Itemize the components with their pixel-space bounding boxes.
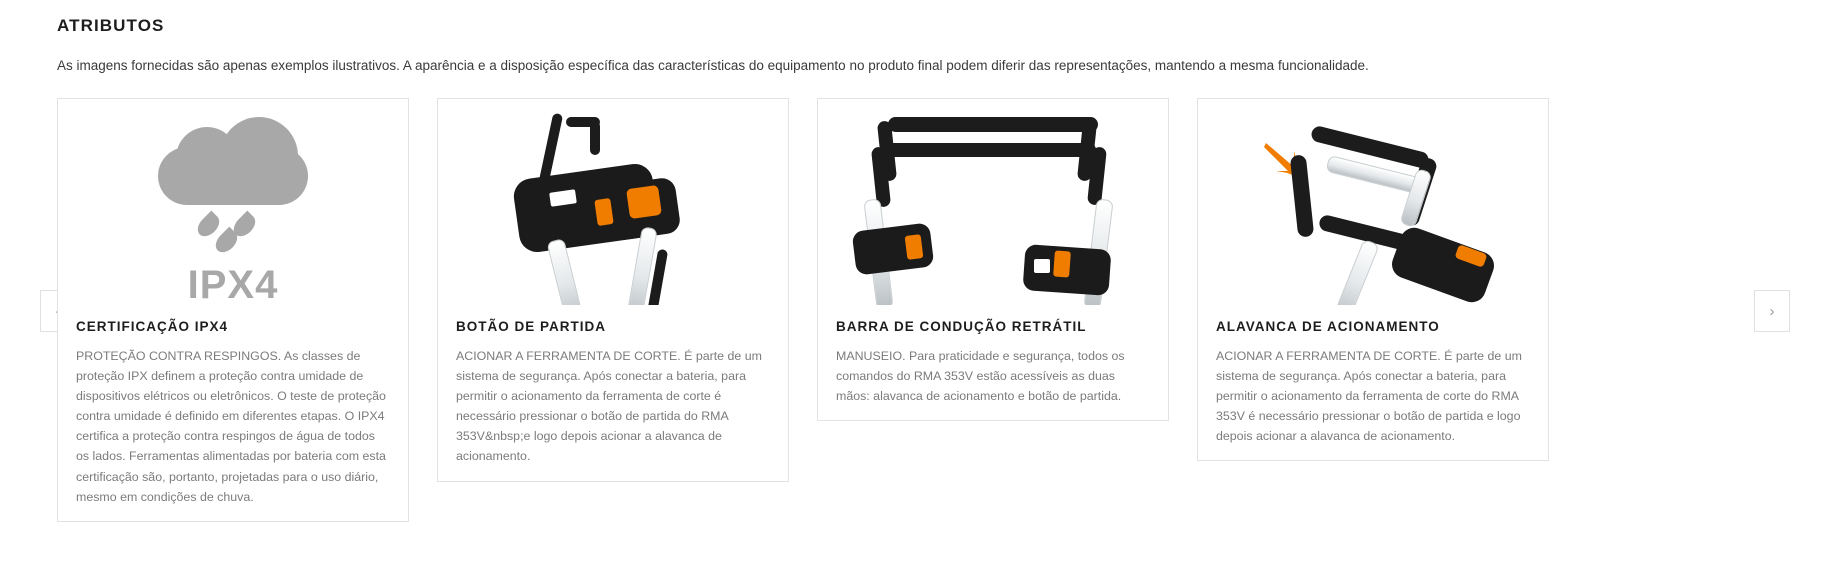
cloud-icon — [158, 117, 308, 213]
attribute-card-description: ACIONAR A FERRAMENTA DE CORTE. É parte de um sistema de segurança. Após conectar a bateria, para permitir o acionamento da ferramenta de corte é necessário pressionar o botão de partida do RMA 353V&nbsp;e logo depois acionar a alavanca de acionamento. — [456, 349, 762, 464]
chevron-right-icon: › — [1769, 302, 1775, 320]
attribute-card-title: CERTIFICAÇÃO IPX4 — [76, 319, 229, 334]
start-button-photo — [438, 99, 788, 311]
brand-logo — [1034, 259, 1050, 273]
page-title: ATRIBUTOS — [57, 16, 165, 35]
attribute-card-ipx4[interactable] — [57, 98, 409, 522]
carousel-next-button[interactable] — [1754, 290, 1790, 332]
carousel-track — [57, 98, 1549, 522]
attribute-card-description: ACIONAR A FERRAMENTA DE CORTE. É parte de um sistema de segurança. Após conectar a bateria, para permitir o acionamento da ferramenta de corte do RMA 353V é necessário pressionar o botão de partida e logo depois acionar a alavanca de acionamento. — [1216, 349, 1522, 444]
ipx4-badge-label: IPX4 — [187, 263, 279, 307]
handlebar-photo — [818, 99, 1168, 311]
attribute-card-title: BARRA DE CONDUÇÃO RETRÁTIL — [836, 319, 1087, 334]
raindrops-icon — [158, 213, 308, 253]
attribute-card-description: MANUSEIO. Para praticidade e segurança, todos os comandos do RMA 353V estão acessíveis as duas mãos: alavanca de acionamento e botão de partida. — [836, 349, 1125, 404]
lever-photo — [1198, 99, 1548, 311]
attribute-card-title: ALAVANCA DE ACIONAMENTO — [1216, 319, 1440, 334]
section-note: As imagens fornecidas são apenas exemplos ilustrativos. A aparência e a disposição específica das características do equipamento no produto final podem diferir das representações, mantendo a mesma funcionalidade. — [57, 58, 1369, 73]
attributes-carousel — [40, 98, 1790, 504]
ipx4-graphic — [58, 99, 408, 311]
attribute-card-barra-de-conducao[interactable] — [817, 98, 1169, 421]
attribute-card-botao-de-partida[interactable] — [437, 98, 789, 482]
attribute-card-description: PROTEÇÃO CONTRA RESPINGOS. As classes de proteção IPX definem a proteção contra umidade de dispositivos elétricos ou eletrônicos. O teste de proteção contra umidade é definido em diferentes etapas. O IPX4 certifica a proteção contra respingos de água de todos os lados. Ferramentas alimentadas por bateria com esta certificação são, portanto, projetadas para o uso diário, mesmo em condições de chuva. — [76, 349, 386, 504]
attribute-card-alavanca-de-acionamento[interactable] — [1197, 98, 1549, 461]
attribute-card-title: BOTÃO DE PARTIDA — [456, 319, 606, 334]
